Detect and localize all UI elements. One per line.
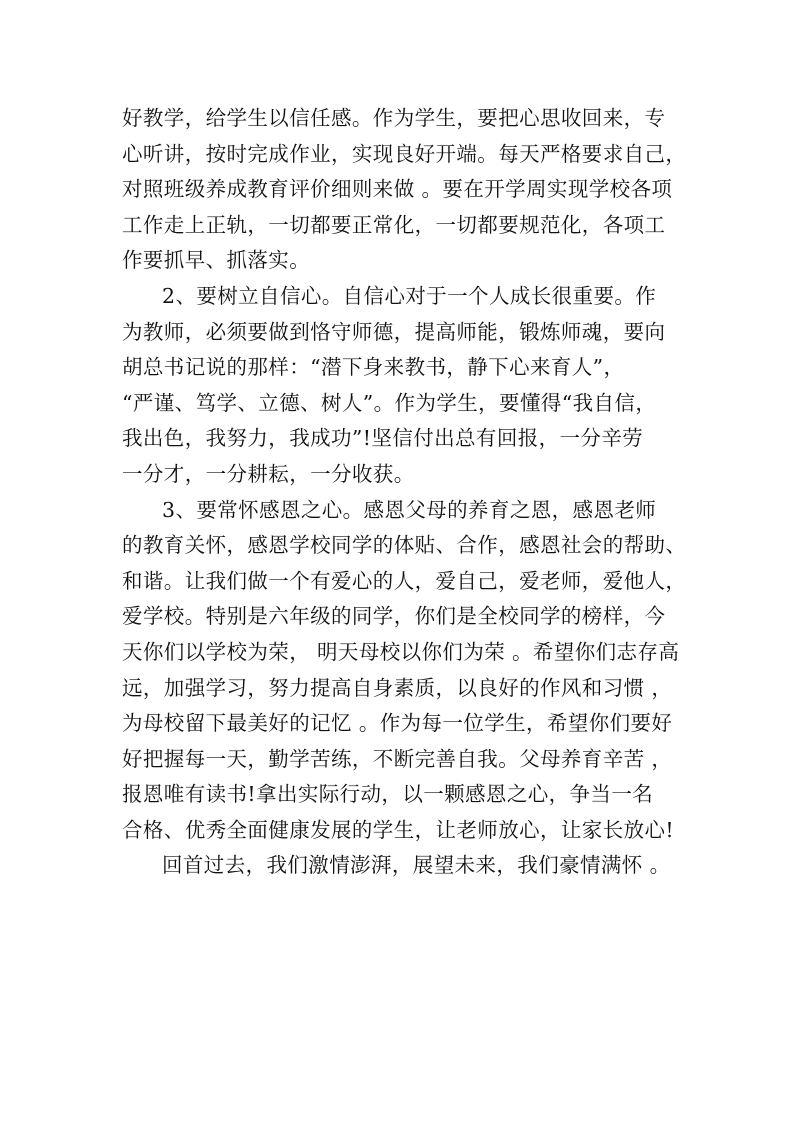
text-line: 好教学，给学生以信任感。作为学生，要把心思收回来，专 (122, 106, 666, 130)
text-line: 爱学校。特别是六年级的同学，你们是全校同学的榜样，今 (122, 604, 666, 629)
paragraph-2-start-line: 2、要树立自信心。自信心对于一个人成长很重要。作 (162, 283, 657, 308)
closing-line: 回首过去，我们激情澎湃，展望未来，我们豪情满怀 。 (162, 853, 671, 878)
text-line: 的教育关怀，感恩学校同学的体贴、合作，感恩社会的帮助、 (122, 533, 687, 558)
text-line: 为教师，必须要做到恪守师德，提高师能，锻炼师魂，要向 (122, 319, 666, 344)
text-line: 一分才，一分耕耘，一分收获。 (122, 461, 415, 486)
document-body-text (122, 101, 687, 884)
text-line: 对照班级养成教育评价细则来做 。要在开学周实现学校各项 (122, 177, 673, 202)
text-line: 和谐。让我们做一个有爱心的人，爱自己，爱老师，爱他人， (122, 568, 687, 593)
text-line: 工作走上正轨，一切都要正常化，一切都要规范化，各项工 (122, 212, 666, 237)
paragraph-3-start-line: 3、要常怀感恩之心。感恩父母的养育之恩，感恩老师 (162, 497, 657, 522)
text-line: 为母校留下最美好的记忆 。作为每一位学生，希望你们要好 (122, 711, 673, 736)
text-line: 胡总书记说的那样：“潜下身来教书，静下心来育人”， (122, 355, 625, 380)
text-line: 好把握每一天，勤学苦练，不断完善自我。父母养育辛苦 ， (122, 746, 673, 771)
text-line: 作要抓早、抓落实。 (122, 248, 311, 273)
text-line: 我出色，我努力，我成功”!坚信付出总有回报，一分辛劳 (122, 426, 644, 451)
text-line: 心听讲，按时完成作业，实现良好开端。每天严格要求自己， (122, 141, 687, 166)
text-line: 远，加强学习，努力提高自身素质，以良好的作风和习惯 ， (122, 675, 673, 700)
text-line: 报恩唯有读书!拿出实际行动，以一颗感恩之心，争当一名 (122, 782, 654, 807)
text-line: 天你们以学校为荣， 明天母校以你们为荣 。希望你们志存高 (122, 639, 680, 664)
text-line: “严谨、笃学、立德、树人”。作为学生，要懂得“我自信， (122, 390, 657, 415)
text-line: 合格、优秀全面健康发展的学生，让老师放心，让家长放心! (122, 817, 675, 842)
